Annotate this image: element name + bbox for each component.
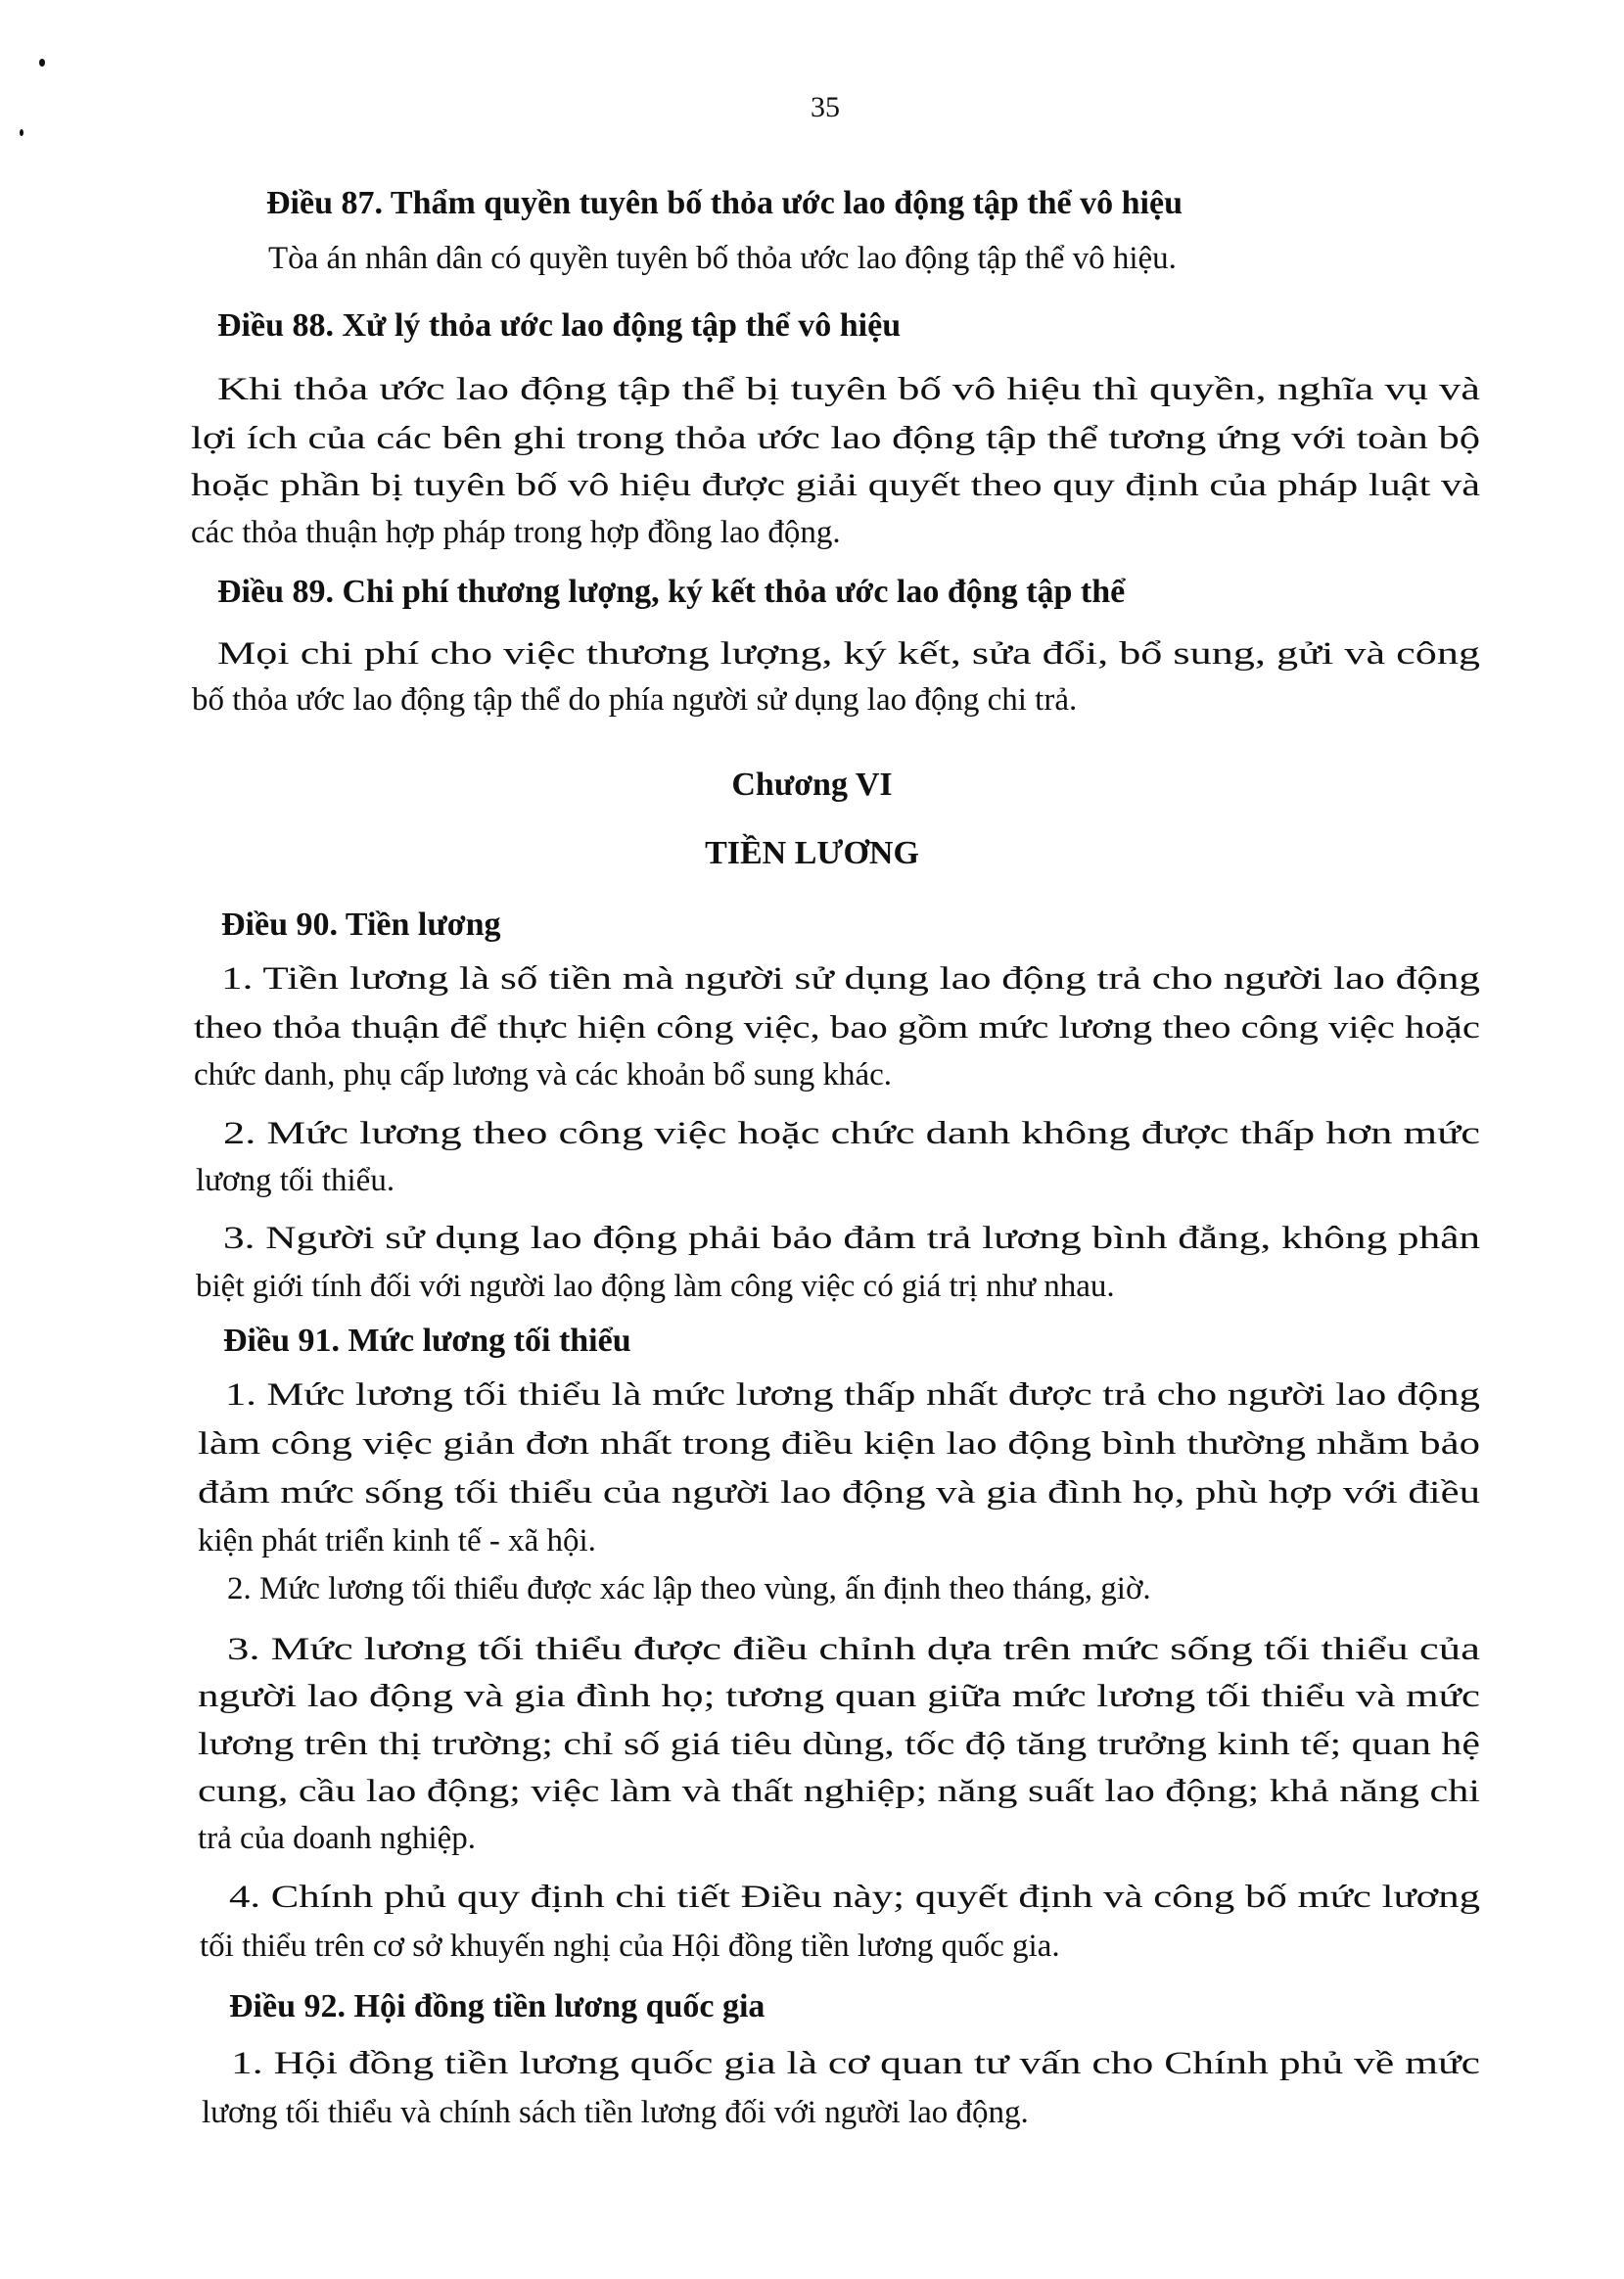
- article-91-line: cung, cầu lao động; việc làm và thất nghiệp; năng suất lao động; khả năng chi: [198, 1774, 1480, 1809]
- article-91-line: 1. Mức lương tối thiểu là mức lương thấp nhất được trả cho người lao động: [225, 1377, 1480, 1413]
- chapter-title: TIỀN LƯƠNG: [705, 835, 919, 871]
- article-89-heading: Điều 89. Chi phí thương lượng, ký kết thỏa ước lao động tập thể: [217, 574, 1126, 610]
- article-89-line: Mọi chi phí cho việc thương lượng, ký kết, sửa đổi, bổ sung, gửi và công: [217, 636, 1481, 672]
- article-91-line: 3. Mức lương tối thiểu được điều chỉnh dựa trên mức sống tối thiểu của: [227, 1632, 1480, 1667]
- article-91-line: kiện phát triển kinh tế - xã hội.: [198, 1523, 596, 1558]
- article-88-line: hoặc phần bị tuyên bố vô hiệu được giải quyết theo quy định của pháp luật và: [191, 468, 1481, 503]
- article-92-line: lương tối thiểu và chính sách tiền lương đối với người lao động.: [202, 2095, 1029, 2130]
- article-87-line: Tòa án nhân dân có quyền tuyên bố thỏa ước lao động tập thể vô hiệu.: [268, 241, 1177, 276]
- article-90-heading: Điều 90. Tiền lương: [221, 907, 501, 943]
- article-88-line: Khi thỏa ước lao động tập thể bị tuyên bố vô hiệu thì quyền, nghĩa vụ và: [217, 372, 1480, 407]
- article-90-line: 1. Tiền lương là số tiền mà người sử dụng lao động trả cho người lao động: [221, 961, 1481, 997]
- article-91-line: lương trên thị trường; chỉ số giá tiêu dùng, tốc độ tăng trưởng kinh tế; quan hệ: [198, 1727, 1480, 1762]
- article-89-line: bố thỏa ước lao động tập thể do phía người sử dụng lao động chi trả.: [192, 682, 1078, 718]
- scan-artifact: [39, 59, 45, 67]
- article-91-line: đảm mức sống tối thiểu của người lao động và gia đình họ, phù hợp với điều: [198, 1475, 1481, 1511]
- article-90-line: lương tối thiểu.: [196, 1163, 395, 1198]
- chapter-label: Chương VI: [731, 767, 893, 803]
- article-90-line: biệt giới tính đối với người lao động làm công việc có giá trị như nhau.: [196, 1269, 1115, 1304]
- article-88-line: lợi ích của các bên ghi trong thỏa ước lao động tập thể tương ứng với toàn bộ: [191, 421, 1481, 456]
- article-90-line: chức danh, phụ cấp lương và các khoản bổ sung khác.: [194, 1057, 892, 1093]
- article-88-heading: Điều 88. Xử lý thỏa ước lao động tập thể vô hiệu: [217, 307, 902, 344]
- article-91-line: trả của doanh nghiệp.: [198, 1821, 477, 1856]
- article-90-line: theo thỏa thuận để thực hiện công việc, bao gồm mức lương theo công việc hoặc: [194, 1010, 1480, 1046]
- article-87-heading: Điều 87. Thẩm quyền tuyên bố thỏa ước lao động tập thể vô hiệu: [266, 185, 1183, 221]
- article-91-line: làm công việc giản đơn nhất trong điều kiện lao động bình thường nhằm bảo: [198, 1426, 1480, 1462]
- article-92-line: 1. Hội đồng tiền lương quốc gia là cơ quan tư vấn cho Chính phủ về mức: [231, 2046, 1480, 2081]
- article-92-heading: Điều 92. Hội đồng tiền lương quốc gia: [229, 1988, 766, 2024]
- article-90-line: 3. Người sử dụng lao động phải bảo đảm trả lương bình đẳng, không phân: [223, 1221, 1481, 1256]
- article-91-heading: Điều 91. Mức lương tối thiểu: [223, 1323, 631, 1359]
- page-number: 35: [811, 91, 840, 123]
- article-91-line: 2. Mức lương tối thiểu được xác lập theo vùng, ấn định theo tháng, giờ.: [227, 1571, 1151, 1606]
- article-91-line: người lao động và gia đình họ; tương quan giữa mức lương tối thiểu và mức: [198, 1679, 1481, 1714]
- article-90-line: 2. Mức lương theo công việc hoặc chức danh không được thấp hơn mức: [223, 1116, 1481, 1151]
- article-88-line: các thỏa thuận hợp pháp trong hợp đồng lao động.: [191, 515, 841, 550]
- article-91-line: 4. Chính phủ quy định chi tiết Điều này; quyết định và công bố mức lương: [229, 1880, 1481, 1915]
- article-91-line: tối thiểu trên cơ sở khuyến nghị của Hội đồng tiền lương quốc gia.: [200, 1929, 1060, 1964]
- scan-artifact: [20, 129, 23, 136]
